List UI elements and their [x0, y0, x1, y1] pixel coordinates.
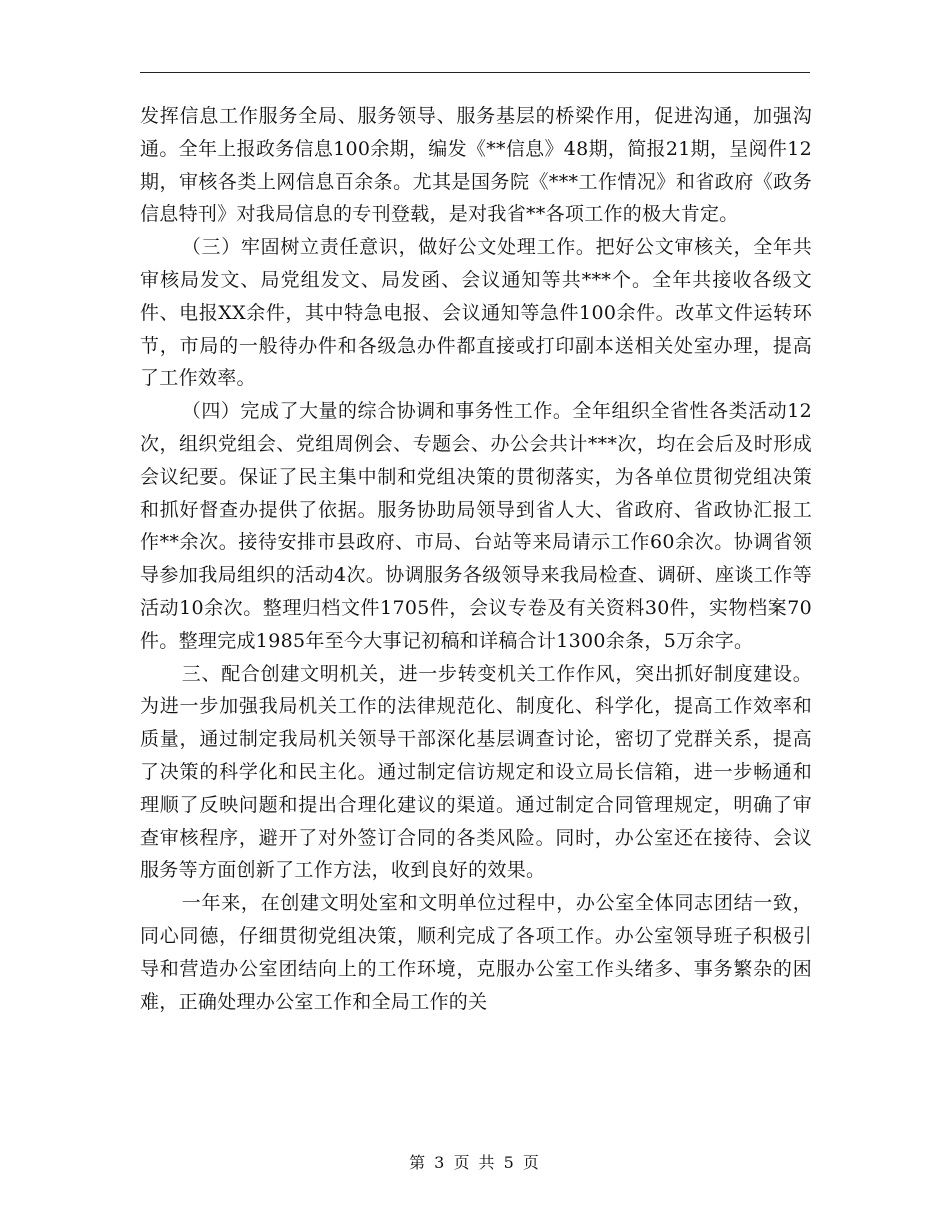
paragraph-4: 三、配合创建文明机关，进一步转变机关工作作风，突出抓好制度建设。为进一步加强我局机关工作的法律规范化、制度化、科学化，提高工作效率和质量，通过制定我局机关领导干部深化基层调查讨论，密切了党群关系，提高了决策的科学化和民主化。通过制定信访规定和设立局长信箱，进一步畅通和理顺了反映问题和提出合理化建议的渠道。通过制定合同管理规定，明确了审查审核程序，避开了对外签订合同的各类风险。同时，办公室还在接待、会议服务等方面创新了工作方法，收到良好的效果。 — [140, 662, 812, 882]
page-number-footer: 第 3 页 共 5 页 — [409, 1153, 541, 1172]
body-text — [140, 100, 812, 1018]
paragraph-3: （四）完成了大量的综合协调和事务性工作。全年组织全省性各类活动12次，组织党组会、党组周例会、专题会、办公会共计***次，均在会后及时形成会议纪要。保证了民主集中制和党组决策的贯彻落实，为各单位贯彻党组决策和抓好督查办提供了依据。服务协助局领导到省人大、省政府、省政协汇报工作**余次。接待安排市县政府、市局、台站等来局请示工作60余次。协调省领导参加我局组织的活动4次。协调服务各级领导来我局检查、调研、座谈工作等活动10余次。整理归档文件1705件，会议专卷及有关资料30件，实物档案70件。整理完成1985年至今大事记初稿和详稿合计1300余条，5万余字。 — [140, 400, 812, 652]
paragraph-2: （三）牢固树立责任意识，做好公文处理工作。把好公文审核关，全年共审核局发文、局党组发文、局发函、会议通知等共***个。全年共接收各级文件、电报XX余件，其中特急电报、会议通知等急件100余件。改革文件运转环节，市局的一般待办件和各级急办件都直接或打印副本送相关处室办理，提高了工作效率。 — [140, 236, 812, 390]
header-rule — [140, 72, 810, 73]
paragraph-1: 发挥信息工作服务全局、服务领导、服务基层的桥梁作用，促进沟通，加强沟通。全年上报政务信息100余期，编发《**信息》48期，简报21期，呈阅件12期，审核各类上网信息百余条。尤其是国务院《***工作情况》和省政府《政务信息特刊》对我局信息的专刊登载，是对我省**各项工作的极大肯定。 — [140, 105, 812, 226]
paragraph-5: 一年来，在创建文明处室和文明单位过程中，办公室全体同志团结一致，同心同德，仔细贯彻党组决策，顺利完成了各项工作。办公室领导班子积极引导和营造办公室团结向上的工作环境，克服办公室工作头绪多、事务繁杂的困难，正确处理办公室工作和全局工作的关 — [140, 892, 812, 1013]
